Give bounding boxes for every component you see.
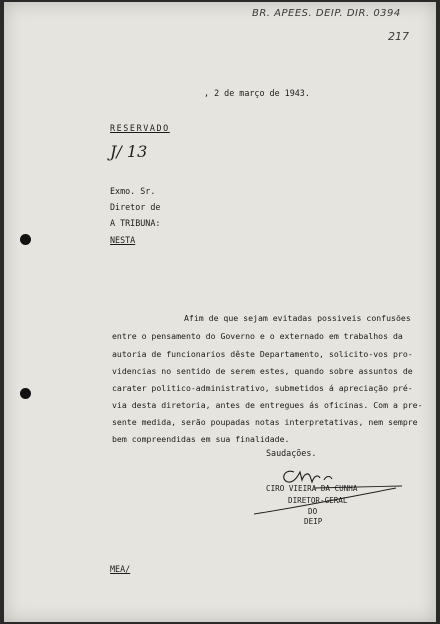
addressee-line-2: Diretor de: [110, 202, 161, 212]
addressee-line-1: Exmo. Sr.: [110, 186, 156, 196]
body-line: entre o pensamento do Governo e o externado em trabalhos da: [112, 331, 403, 341]
signatory-org: DEIP: [304, 517, 323, 526]
signatory-line-3: DO: [308, 507, 318, 516]
typist-initials: MEA/: [110, 564, 131, 574]
body-line: bem compreendidas em sua finalidade.: [112, 434, 290, 444]
punch-hole-top: [20, 234, 31, 245]
body-line: Afim de que sejam evitadas possiveis confusões: [184, 313, 411, 323]
body-line: sente medida, serão poupadas notas interpretativas, nem sempre: [112, 417, 418, 427]
body-line: autoria de funcionarios dêste Departamento, solicito-vos pro-: [112, 349, 413, 359]
body-line: via desta diretoria, antes de entregues ás oficinas. Com a pre-: [112, 400, 423, 410]
document-page: [4, 2, 436, 622]
page-number: 217: [388, 30, 409, 43]
body-line: carater politico-administrativo, submetidos á apreciação pré-: [112, 383, 413, 393]
punch-hole-bottom: [20, 388, 31, 399]
addressee-line-4: NESTA: [110, 235, 136, 245]
addressee-line-3: A TRIBUNA:: [110, 218, 161, 228]
archive-code: BR. APEES. DEIP. DIR. 0394: [252, 8, 401, 19]
signatory-title: DIRETOR-GERAL: [288, 496, 348, 505]
signatory-name: CIRO VIEIRA DA CUNHA: [266, 484, 358, 493]
body-line: videncias no sentido de serem estes, quando sobre assuntos de: [112, 366, 413, 376]
closing-salutation: Saudações.: [266, 448, 317, 458]
letter-date: , 2 de março de 1943.: [204, 88, 310, 98]
classification-stamp: RESERVADO: [110, 123, 170, 133]
reference-number: J/ 13: [110, 142, 148, 161]
